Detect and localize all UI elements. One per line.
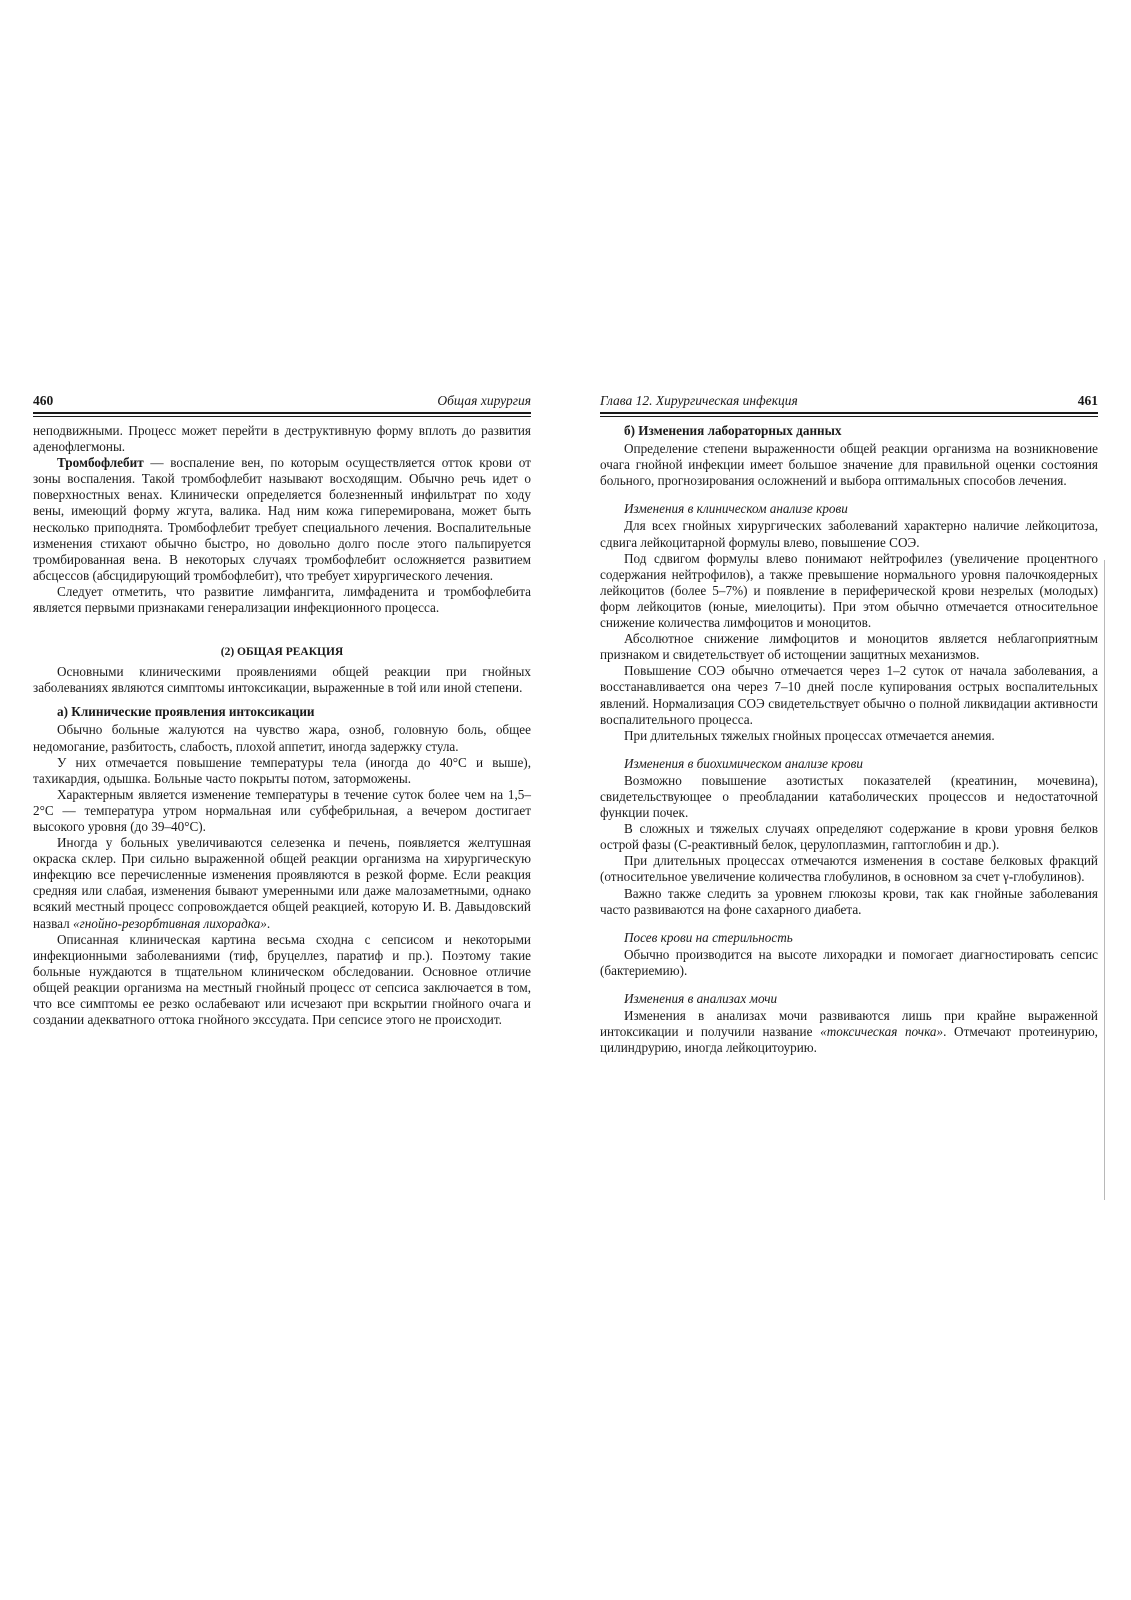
italic-heading: Изменения в биохимическом анализе крови bbox=[624, 755, 863, 771]
paragraph: Повышение СОЭ обычно отмечается через 1–2 суток от начала заболевания, а восстанавливается она через 7–10 дней после купирования острых воспалительных явлений. Нормализация СОЭ свидетельствует обычно о полной ликвидации активности воспалительного процесса. bbox=[600, 663, 1098, 727]
left-page-body bbox=[33, 423, 531, 1028]
running-title: Глава 12. Хирургическая инфекция bbox=[600, 393, 798, 408]
header-rule bbox=[33, 412, 531, 414]
header-rule-thin bbox=[600, 416, 1098, 417]
header-rule-thin bbox=[33, 416, 531, 417]
left-page bbox=[33, 393, 531, 1028]
section-heading: (2) ОБЩАЯ РЕАКЦИЯ bbox=[220, 646, 344, 659]
paragraph: При длительных процессах отмечаются изменения в составе белковых фракций (относительное увеличение количества глобулинов, в основном за счет γ-глобулинов). bbox=[600, 853, 1098, 885]
italic-heading: Посев крови на стерильность bbox=[624, 929, 793, 945]
italic-term: «гнойно-резорбтивная лихорадка» bbox=[73, 915, 267, 931]
paragraph-text: — воспаление вен, по которым осуществляется отток крови от зоны воспаления. Такой тромбофлебит называют восходящим. Обычно речь идет о поверхностных венах. Клинически определяется болезненный инфильтрат по ходу вены, имеющий форму жгута, валика. Над ним кожа гиперемирована, может быть несколько приподнята. Тромбофлебит требует специального лечения. Воспалительные изменения стихают обычно быстро, но довольно долго после этого пальпируется тромбированная вена. В некоторых случаях тромбофлебит осложняется развитием абсцессов (абсцидирующий тромбофлебит), что требует хирургического лечения. bbox=[33, 455, 531, 583]
italic-heading: Изменения в анализах мочи bbox=[624, 991, 778, 1006]
running-title: Общая хирургия bbox=[437, 393, 531, 408]
paragraph: неподвижными. Процесс может перейти в деструктивную форму вплоть до развития аденофлегмоны. bbox=[33, 423, 531, 455]
paragraph: Возможно повышение азотистых показателей (креатинин, мочевина), свидетельствующее о преобладании катаболических процессов и недостаточной функции почек. bbox=[600, 772, 1098, 821]
paragraph-text: . bbox=[266, 915, 271, 931]
paragraph: Описанная клиническая картина весьма сходна с сепсисом и некоторыми инфекционными заболеваниями (тиф, бруцеллез, паратиф и пр.). Поэтому такие больные нуждаются в тщательном клиническом обследовании. Основное отличие общей реакции организма на местный гнойный процесс от сепсиса заключается в том, что все симптомы ее резко ослабевают или исчезают при вскрытии гнойного очага и создании адекватного оттока гнойного экссудата. При сепсисе этого не происходит. bbox=[33, 931, 531, 1028]
paragraph bbox=[600, 1008, 1098, 1056]
subheading: а) Клинические проявления интоксикации bbox=[57, 704, 315, 720]
paragraph: У них отмечается повышение температуры тела (иногда до 40°С и выше), тахикардия, одышка. Больные часто покрыты потом, заторможены. bbox=[33, 754, 531, 786]
italic-term: «токсическая почка» bbox=[820, 1024, 944, 1040]
paragraph: Для всех гнойных хирургических заболеваний характерно наличие лейкоцитоза, сдвига лейкоцитарной формулы влево, повышение СОЭ. bbox=[600, 518, 1098, 550]
paragraph: Абсолютное снижение лимфоцитов и моноцитов является неблагоприятным признаком и свидетельствует об истощении защитных механизмов. bbox=[600, 631, 1098, 663]
paragraph-text: . Отмечают протеинурию, цилиндрурию, иногда лейкоцитоурию. bbox=[600, 1024, 1098, 1056]
italic-heading: Изменения в клиническом анализе крови bbox=[624, 501, 848, 517]
paragraph: Основными клиническими проявлениями общей реакции при гнойных заболеваниях являются симптомы интоксикации, выраженные в той или иной степени. bbox=[33, 664, 531, 696]
paragraph: Обычно больные жалуются на чувство жара, озноб, головную боль, общее недомогание, разбитость, слабость, плохой аппетит, иногда задержку стула. bbox=[33, 722, 531, 754]
paragraph: В сложных и тяжелых случаях определяют содержание в крови уровня белков острой фазы (С-реактивный белок, церулоплазмин, гаптоглобин и др.). bbox=[600, 821, 1098, 853]
paragraph: Следует отметить, что развитие лимфангита, лимфаденита и тромбофлебита является первыми признаками генерализации инфекционного процесса. bbox=[33, 583, 531, 616]
paragraph: Важно также следить за уровнем глюкозы крови, так как гнойные заболевания часто развиваются на фоне сахарного диабета. bbox=[600, 885, 1098, 917]
page-number: 461 bbox=[1077, 393, 1098, 408]
paragraph: Под сдвигом формулы влево понимают нейтрофилез (увеличение процентного содержания нейтрофилов), а также превышение нормального уровня палочкоядерных лейкоцитов (более 5–7%) и появление в периферической крови незрелых (молодых) форм лейкоцитов (юные, миелоциты). При этом обычно отмечается относительное снижение количества лимфоцитов и моноцитов. bbox=[600, 550, 1098, 631]
paragraph bbox=[33, 455, 531, 584]
right-page-body bbox=[600, 423, 1098, 1056]
left-page-header bbox=[33, 393, 531, 407]
header-rule bbox=[600, 412, 1098, 414]
right-page-header bbox=[600, 393, 1098, 407]
paragraph-text: Изменения в анализах мочи развиваются лишь при крайне выраженной интоксикации и получили название bbox=[600, 1008, 1098, 1040]
page-number: 460 bbox=[33, 393, 54, 408]
page-edge-line bbox=[1104, 560, 1105, 1200]
paragraph: Определение степени выраженности общей реакции организма на возникновение очага гнойной инфекции имеет большое значение для правильной оценки состояния больного, прогнозирования осложнений и выбора оптимальных способов лечения. bbox=[600, 441, 1098, 489]
paragraph: При длительных тяжелых гнойных процессах отмечается анемия. bbox=[624, 727, 995, 743]
right-page bbox=[600, 393, 1098, 1056]
paragraph: Характерным является изменение температуры в течение суток более чем на 1,5–2°С — температура утром нормальная или субфебрильная, а вечером достигает высокого уровня (до 39–40°С). bbox=[33, 786, 531, 834]
paragraph bbox=[33, 835, 531, 932]
subheading: б) Изменения лабораторных данных bbox=[624, 423, 842, 438]
paragraph: Обычно производится на высоте лихорадки и помогает диагностировать сепсис (бактериемию). bbox=[600, 946, 1098, 978]
paragraph-text: Иногда у больных увеличиваются селезенка и печень, появляется желтушная окраска склер. При сильно выраженной общей реакции организма на хирургическую инфекцию все перечисленные изменения проявляются в резкой форме. Если реакция средняя или слабая, изменения бывают умеренными или даже малозаметными, однако всякий местный процесс сопровождается общей реакцией, которую И. В. Давыдовский назвал bbox=[33, 835, 531, 931]
term: Тромбофлебит bbox=[57, 455, 144, 471]
